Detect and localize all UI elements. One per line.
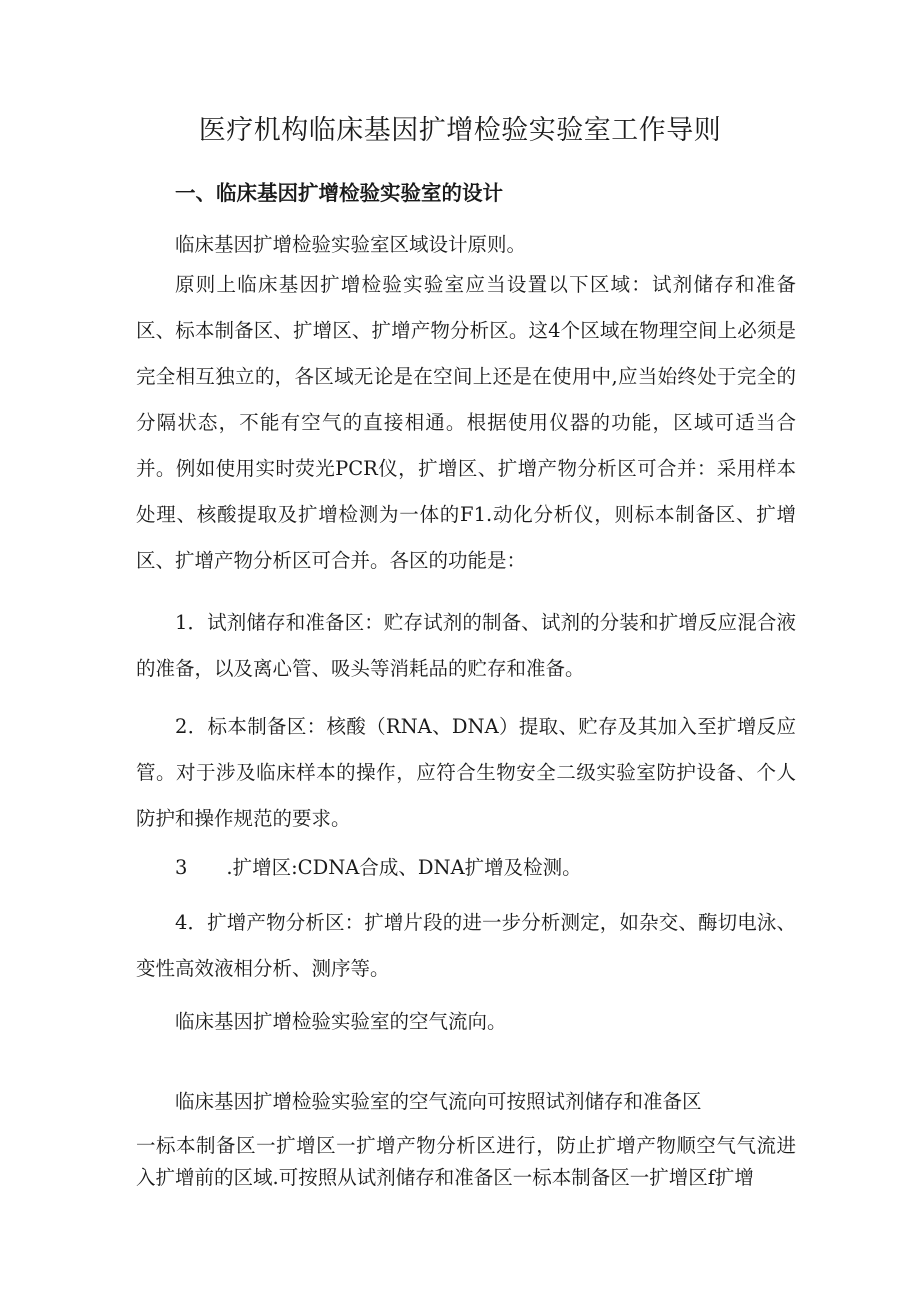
document-title: 医疗机构临床基因扩增检验实验室工作导则 (198, 115, 722, 146)
paragraph-analysis-area: 4．扩增产物分析区：扩增片段的进一步分析测定，如杂交、酶切电泳、变性高效液相分析、测序等。 (136, 911, 796, 980)
paragraph-areas: 原则上临床基因扩增检验实验室应当设置以下区域：试剂储存和准备区、标本制备区、扩增区、扩增产物分析区。这4个区域在物理空间上必须是完全相互独立的，各区域无论是在空间上还是在使用中,应当始终处于完全的分隔状态，不能有空气的直接相通。根据使用仪器的功能，区域可适当合并。例如使用实时荧光PCR仪，扩增区、扩增产物分析区可合并：采用样本处理、核酸提取及扩增检测为一体的F1.动化分析仪，则标本制备区、扩增区、扩增产物分析区可合并。各区的功能是： (136, 273, 796, 572)
paragraph-design-principle: 临床基因扩增检验实验室区域设计原则。 (175, 233, 527, 256)
paragraph-specimen-area: 2．标本制备区：核酸（RNA、DNA）提取、贮存及其加入至扩增反应管。对于涉及临床样本的操作，应符合生物安全二级实验室防护设备、个人防护和操作规范的要求。 (136, 715, 796, 830)
paragraph-airflow-detail: 一标本制备区一扩增区一扩增产物分析区进行，防止扩增产物顺空气气流进入扩增前的区域.可按照从试剂储存和准备区一标本制备区一扩增区f扩增 (136, 1134, 796, 1189)
paragraph-airflow-heading: 临床基因扩增检验实验室的空气流向。 (175, 1010, 507, 1033)
paragraph-airflow-direction: 临床基因扩增检验实验室的空气流向可按照试剂储存和准备区 (175, 1090, 702, 1113)
paragraph-amplification-area: 3 .扩增区:CDNA合成、DNA扩增及检测。 (175, 856, 582, 879)
section-heading: 一、临床基因扩增检验实验室的设计 (175, 181, 503, 205)
paragraph-reagent-area: 1．试剂储存和准备区：贮存试剂的制备、试剂的分装和扩增反应混合液的准备，以及离心管、吸头等消耗品的贮存和准备。 (136, 611, 796, 680)
